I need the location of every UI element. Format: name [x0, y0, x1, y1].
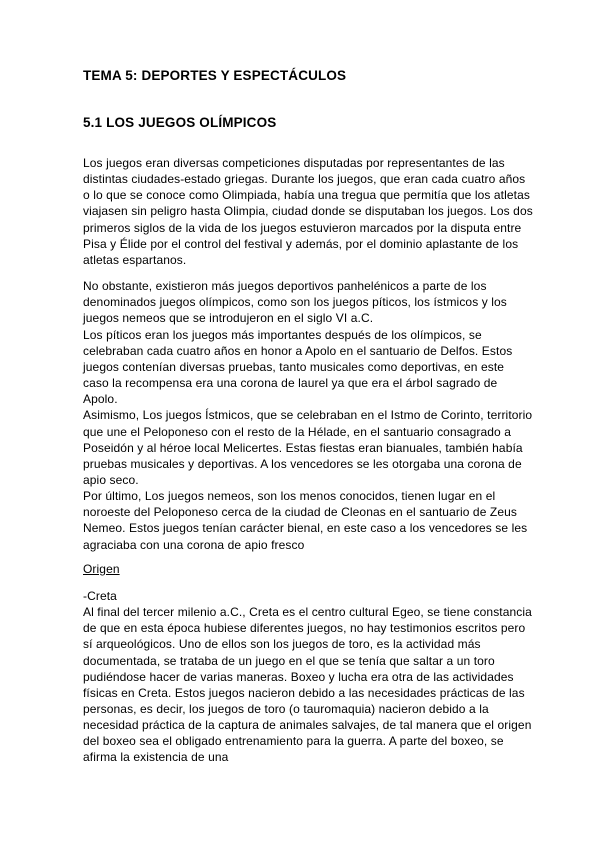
creta-section: [83, 588, 533, 766]
paragraph-other-panhellenic-games: No obstante, existieron más juegos deportivos panhelénicos a parte de los denominados juegos olímpicos, como son los juegos píticos, los ístmicos y los juegos nemeos que se introdujeron en el siglo VI a.C.: [83, 279, 507, 326]
origin-subheading: Origen: [83, 561, 120, 576]
paragraph-pythian-games: Los píticos eran los juegos más importantes después de los olímpicos, se celebraban cada cuatro años en honor a Apolo en el santuario de Delfos. Estos juegos contenían diversas pruebas, tanto musicales como deportivas, en este caso la recompensa era una corona de laurel ya que era el árbol sagrado de Apolo.: [83, 327, 513, 407]
panhellenic-games-block: [83, 278, 533, 553]
intro-paragraph: Los juegos eran diversas competiciones disputadas por representantes de las distintas ciudades-estado griegas. Durante los juegos, que eran cada cuatro años o lo que se conoce como Olimpiada, había una tregua que permitía que los atletas viajasen sin peligro hasta Olimpia, ciudad donde se disputaban los juegos. Los dos primeros siglos de la vida de los juegos estuvieron marcados por la disputa entre Pisa y Élide por el control del festival y además, por el dominio aplastante de los atletas espartanos.: [83, 156, 533, 267]
paragraph-isthmian-games: Asimismo, Los juegos Ístmicos, que se celebraban en el Istmo de Corinto, territorio que une el Peloponeso con el resto de la Hélade, en el santuario consagrado a Poseidón y al héroe local Melicertes. Estas fiestas eran bianuales, también había pruebas musicales y deportivas. A los vencedores se les otorgaba una corona de apio seco.: [83, 408, 533, 487]
document-title: TEMA 5: DEPORTES Y ESPECTÁCULOS: [83, 68, 347, 83]
section-heading-olympic-games: 5.1 LOS JUEGOS OLÍMPICOS: [83, 115, 277, 130]
creta-paragraph: Al final del tercer milenio a.C., Creta es el centro cultural Egeo, se tiene constancia de que en esta época hubiese diferentes juegos, no hay testimonios escritos pero sí arqueológicos. Uno de ellos son los juegos de toro, es la actividad más documentada, se trataba de un juego en el que se tenía que saltar a un toro pudiéndose hacer de varias maneras. Boxeo y lucha era otra de las actividades físicas en Creta. Estos juegos nacieron debido a las necesidades prácticas de las personas, es decir, los juegos de toro (o tauromaquia) nacieron debido a la necesidad práctica de la captura de animales salvajes, de tal manera que el origen del boxeo sea el obligado entrenamiento para la guerra. A parte del boxeo, se afirma la existencia de una: [83, 605, 532, 765]
creta-label: -Creta: [83, 588, 117, 603]
paragraph-nemean-games: Por último, Los juegos nemeos, son los menos conocidos, tienen lugar en el noroeste del Peloponeso cerca de la ciudad de Cleonas en el santuario de Zeus Nemeo. Estos juegos tenían carácter bienal, en este caso a los vencedores se les agraciaba con una corona de apio fresco: [83, 489, 528, 552]
